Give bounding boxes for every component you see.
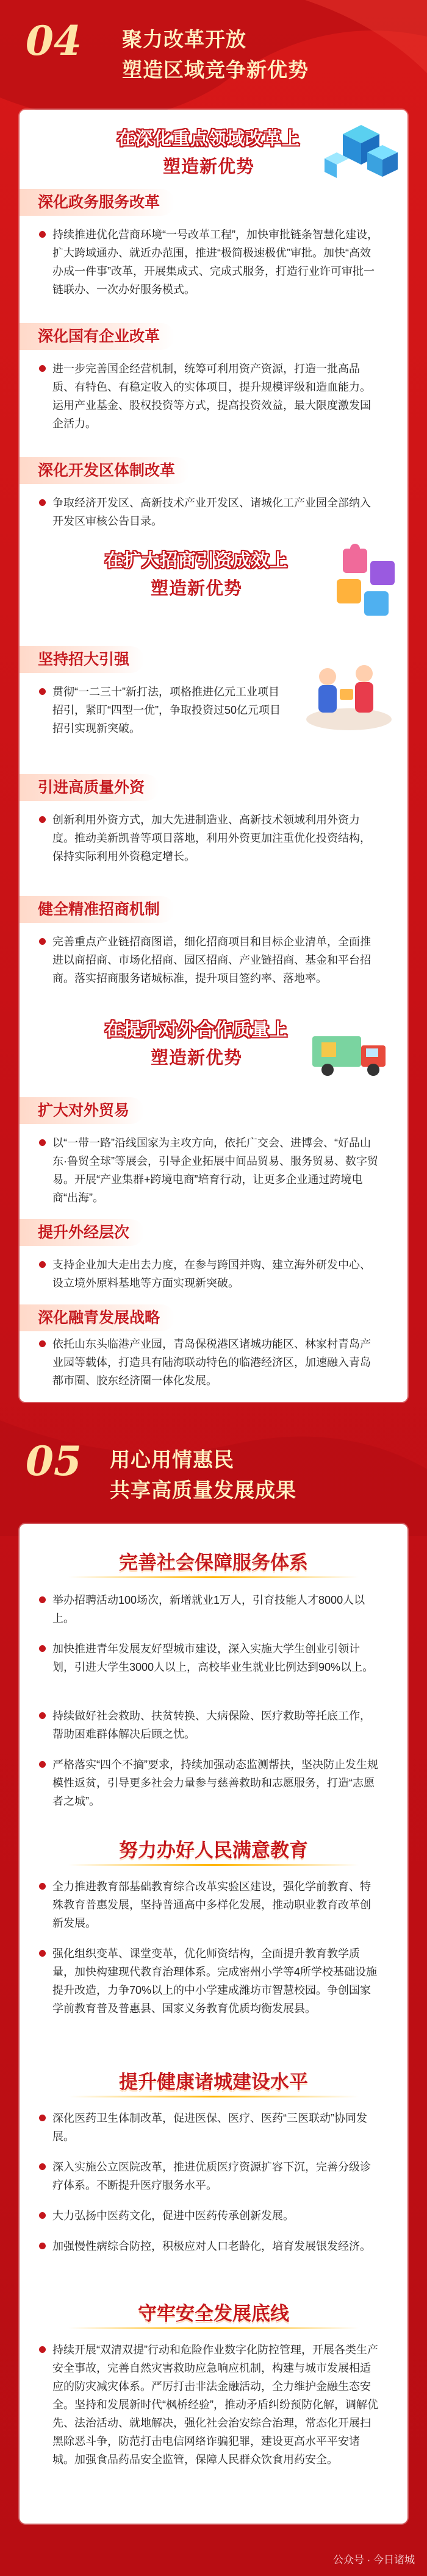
- people-meeting-icon: [294, 646, 398, 738]
- subtitle-education: 努力办好人民满意教育: [119, 1840, 308, 1861]
- section-title-line2: 共享高质量发展成果: [110, 1478, 296, 1502]
- bullet-foreign-capital: 创新利用外资方式，加大先进制造业、高新技术领域利用外资力度。推动美新凯普等项目落地，利用外资更加注重优化投资结构，保持实际利用外资稳定增长。: [38, 811, 379, 866]
- bullet-hospital-reform: 深入实施公立医院改革，推进优质医疗资源扩容下沉，完善分级诊疗体系。不断提升医疗服务水平。: [38, 2158, 379, 2194]
- banner-cooperation-line2: 塑造新优势: [150, 1048, 242, 1068]
- category-outbound-investment: 提升外经层次: [20, 1219, 144, 1246]
- category-foreign-capital: 引进高质量外资: [20, 774, 159, 801]
- puzzle-blocks-icon: [325, 536, 404, 628]
- section-05-header: [0, 1420, 427, 1536]
- section-title-line1: 聚力改革开放: [122, 27, 246, 51]
- subtitle-health: 提升健康诸城建设水平: [119, 2071, 308, 2093]
- bullet-teaching-quality: 强化组织变革、课堂变革，优化师资结构，全面提升教育教学质量，加快构建现代教育治理体系。完成密州小学等4所学校基础设施提升改造，力争70%以上的中小学建成潍坊市智慧校园。争创国家学前教育普及普惠县、国家义务教育优质均衡发展县。: [38, 1944, 379, 2018]
- bullet-tcm: 大力弘扬中医药文化，促进中医药传承创新发展。: [38, 2207, 379, 2225]
- bullet-foreign-trade: 以“一带一路”沿线国家为主攻方向，依托广交会、进博会、“好品山东·鲁贸全球”等展会，引导企业拓展中间品贸易、服务贸易、数字贸易。开展“产业集群+跨境电商”培育行动，让更多企业通过跨境电商“出海”。: [38, 1134, 379, 1207]
- bullet-gov-service: 持续推进优化营商环境“一号改革工程”，加快审批链条智慧化建设，扩大跨域通办、就近办范围，推进“极简极速极优”审批。加快“高效办成一件事”改革，开展集成式、完成式服务，打造行业许可审批一链联办、一次办好服务模式。: [38, 226, 379, 299]
- bullet-medical-reform: 深化医药卫生体制改革，促进医保、医疗、医药“三医联动”协同发展。: [38, 2109, 379, 2146]
- watermark: 公众号 · 今日诸城: [332, 2554, 415, 2566]
- section-04-card: [20, 110, 407, 1402]
- subtitle-social-security: 完善社会保障服务体系: [119, 1552, 308, 1573]
- bullet-safety: 持续开展“双清双提”行动和危险作业数字化防控管理，开展各类生产安全事故，完善自然灾害救助应急响应机制，构建与城市发展相适应的防灾减灾体系。严厉打击非法金融活动，全力维护金融生态安全。坚持和发展新时代“枫桥经验”，推动矛盾纠纷预防化解，调解优先、法治活动、就地解决，强化社会治安综合治理，常态化开展扫黑除恶斗争，防范打击电信网络诈骗犯罪，建设更高水平平安诸城。加强食品药品安全监管，保障人民群众饮食用药安全。: [38, 2341, 379, 2469]
- banner-reform-line1: 在深化重点领域改革上: [117, 129, 300, 149]
- bullet-outbound-investment: 支持企业加大走出去力度，在参与跨国并购、建立海外研发中心、设立境外原料基地等方面实现新突破。: [38, 1256, 379, 1292]
- bullet-employment: 举办招聘活动100场次，新增就业1万人，引育技能人才8000人以上。: [38, 1591, 379, 1628]
- bullet-big-projects: 贯彻“一二三十”新打法，项格推进亿元工业项目招引，紧盯“四型一优”，争取投资过50亿元项目招引实现新突破。: [38, 683, 282, 738]
- banner-cooperation: [44, 1012, 349, 1076]
- subtitle-underline: [68, 2096, 359, 2097]
- subtitle-safety: 守牢安全发展底线: [138, 2303, 289, 2324]
- bullet-chronic-disease: 加强慢性病综合防控，积极应对人口老龄化，培育发展银发经济。: [38, 2237, 379, 2255]
- section-05-card: [20, 1524, 407, 2524]
- section-04-header: [0, 0, 427, 116]
- category-soe-reform: 深化国有企业改革: [20, 323, 174, 350]
- bullet-qingdao-integration: 依托山东头临港产业园，青岛保税港区诸城功能区、林家村青岛产业园等载体，打造具有陆海联动特色的临港经济区，加速融入青岛都市圈、胶东经济圈一体化发展。: [38, 1335, 379, 1390]
- category-big-projects: 坚持招大引强: [20, 646, 144, 673]
- bullet-soe-reform: 进一步完善国企经营机制，统筹可利用资产资源，打造一批高品质、有特色、有稳定收入的实体项目，提升规模评级和造血能力。运用产业基金、股权投资等方式，提高投资效益，最大限度激发国企活力。: [38, 360, 379, 433]
- bullet-dev-zone: 争取经济开发区、高新技术产业开发区、诸城化工产业园全部纳入开发区审核公告目录。: [38, 494, 379, 530]
- banner-investment-line2: 塑造新优势: [150, 579, 242, 599]
- category-dev-zone: 深化开发区体制改革: [20, 457, 190, 484]
- bullet-youth-city: 加快推进青年发展友好型城市建设，深入实施大学生创业引领计划，引进大学生3000人以上，高校毕业生就业比例达到90%以上。: [38, 1640, 379, 1676]
- delivery-truck-icon: [306, 1024, 398, 1085]
- bullet-social-aid: 持续做好社会救助、扶贫转换、大病保险、医疗救助等托底工作，帮助困难群体解决后顾之忧。: [38, 1707, 379, 1743]
- section-number: 04: [26, 17, 82, 65]
- section-title-line1: 用心用情惠民: [110, 1448, 234, 1471]
- category-precise-investment: 健全精准招商机制: [20, 896, 174, 923]
- subtitle-underline: [68, 1864, 359, 1866]
- bullet-anti-poverty: 严格落实“四个不摘”要求，持续加强动态监测帮扶，坚决防止发生规模性返贫，引导更多社会力量参与慈善救助和志愿服务，打造“志愿者之城”。: [38, 1756, 379, 1810]
- banner-investment: [44, 543, 349, 607]
- banner-investment-line1: 在扩大招商引资成效上: [104, 551, 288, 571]
- banner-reform-line2: 塑造新优势: [162, 157, 254, 177]
- cube-stack-icon: [306, 110, 404, 189]
- bullet-precise-investment: 完善重点产业链招商图谱，细化招商项目和目标企业清单，全面推进以商招商、市场化招商、园区招商、产业链招商、基金和平台招商。落实招商服务诸城标准，提升项目签约率、落地率。: [38, 933, 379, 987]
- bullet-education-reform: 全力推进教育部基础教育综合改革实验区建设，强化学前教育、特殊教育普惠发展，坚持普通高中多样化发展，推动职业教育改革创新发展。: [38, 1877, 379, 1932]
- subtitle-underline: [68, 2327, 359, 2329]
- section-title: [122, 24, 309, 85]
- category-foreign-trade: 扩大对外贸易: [20, 1097, 144, 1124]
- banner-cooperation-line1: 在提升对外合作质量上: [104, 1020, 288, 1040]
- category-qingdao-integration: 深化融青发展战略: [20, 1304, 174, 1331]
- section-number: 05: [26, 1437, 82, 1485]
- category-gov-service: 深化政务服务改革: [20, 189, 174, 216]
- section-title-line2: 塑造区域竞争新优势: [122, 58, 309, 82]
- section-title: [110, 1445, 296, 1506]
- subtitle-underline: [68, 1576, 359, 1578]
